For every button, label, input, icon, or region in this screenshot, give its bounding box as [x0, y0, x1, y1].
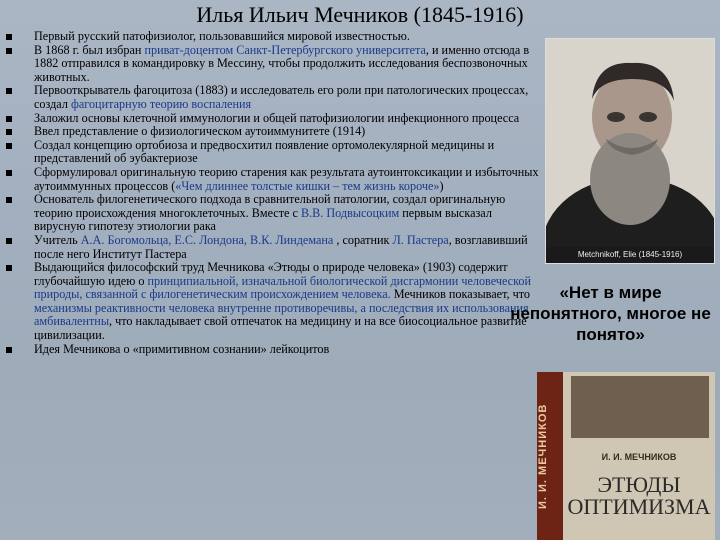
bullet-text: первым высказал вирусную гипотезу этиологии рака [34, 205, 492, 234]
bullet-text: Сформулировал оригинальную теорию старения как результата аутоинтоксикации и избыточных аутоиммунных процессов ( [34, 164, 539, 193]
bullet-text: Заложил основы клеточной иммунологии и общей патофизиологии инфекционного процесса [34, 110, 520, 125]
book-spine: И. И. МЕЧНИКОВ [537, 372, 563, 540]
bullet-text: ) [439, 178, 444, 193]
bullet-item [4, 234, 544, 261]
highlighted-text: «Чем длиннее толстые кишки – тем жизнь короче» [175, 178, 440, 193]
book-title-line-1: ЭТЮДЫ [597, 472, 681, 497]
book-title [563, 474, 715, 518]
bullet-item [4, 125, 544, 139]
bullet-text: Первый русский патофизиолог, пользовавшийся мировой известностью. [34, 29, 410, 43]
highlighted-text: фагоцитарную теорию воспаления [70, 96, 252, 111]
bullet-item [4, 30, 544, 44]
bullet-item [4, 343, 544, 357]
highlighted-text: механизмы реактивности человека внутренне противоречивы, а последствия их использования амбивалентны [34, 300, 529, 329]
highlighted-text: принципиальной, изначальной биологической дисгармонии человеческой природы, связанной с филогенетическим происхождением человека. [34, 273, 531, 302]
bullet-text: , что накладывает свой отпечаток на медицину и на все биосоциальное развитие цивилизации. [34, 314, 527, 343]
bullet-square-icon [6, 48, 12, 54]
bullet-text: Учитель [34, 232, 81, 247]
quote-text: «Нет в мире непонятного, многое не понято» [510, 283, 711, 344]
bullet-square-icon [6, 265, 12, 271]
bullet-square-icon [6, 197, 12, 203]
bullet-text: , и именно отсюда в 1882 отправился в командировку в Мессину, чтобы продолжить исследования беспозвоночных животных. [34, 42, 530, 84]
portrait-caption: Metchnikoff, Elie (1845-1916) [546, 247, 714, 263]
bullet-square-icon [6, 34, 12, 40]
bullet-text: Ввел представление о физиологическом аутоиммунитете (1914) [34, 124, 366, 139]
bullet-item [4, 139, 544, 166]
book-illustration [571, 376, 709, 438]
bullet-item [4, 193, 544, 234]
bullet-text: Первооткрыватель фагоцитоза (1883) и исследователь его роли при патологических процессах, создал [34, 83, 529, 111]
bullet-square-icon [6, 116, 12, 122]
portrait-photo [545, 38, 715, 264]
bullet-text: Мечников показывает, что [390, 287, 530, 302]
book-author: И. И. МЕЧНИКОВ [601, 452, 677, 462]
bullet-square-icon [6, 88, 12, 94]
bullet-text: Идея Мечникова о «примитивном сознании» лейкоцитов [34, 341, 330, 356]
bullet-text: , возглавивший после него Институт Пастера [34, 232, 528, 261]
bullet-text: , соратник [333, 232, 393, 247]
bullet-text: Основатель филогенетического подхода в сравнительной патологии, создал оригинальную теорию происхождения многоклеточных. Вместе с [34, 192, 506, 220]
bullet-item [4, 84, 544, 111]
bullet-list [4, 30, 544, 356]
bullet-text: Создал концепцию ортобиоза и предвосхитил появление ортомолекулярной медицины и представлений об эубактериозе [34, 137, 495, 166]
highlighted-text: Л. Пастера [392, 232, 449, 247]
bullet-square-icon [6, 129, 12, 135]
bullet-item [4, 112, 544, 126]
bullet-item [4, 261, 544, 343]
highlighted-text: приват-доцентом Санкт-Петербургского университета [144, 42, 426, 57]
bullet-item [4, 44, 544, 85]
book-cover [537, 372, 715, 540]
highlighted-text: В.В. Подвысоцким [300, 205, 400, 220]
bullet-text: Выдающийся философский труд Мечникова «Этюды о природе человека» (1903) содержит глубочайшую идею о [34, 260, 508, 288]
bullet-square-icon [6, 347, 12, 353]
bullet-square-icon [6, 238, 12, 244]
book-title-line-2: ОПТИМИЗМА [567, 494, 711, 519]
highlighted-text: А.А. Богомольца, Е.С. Лондона, В.К. Линдемана [80, 232, 334, 247]
slide-title: Илья Ильич Мечников (1845-1916) [196, 2, 524, 27]
bullet-square-icon [6, 170, 12, 176]
book-front [563, 372, 715, 540]
bullet-square-icon [6, 143, 12, 149]
portrait-illustration [546, 39, 714, 247]
bullet-item [4, 166, 544, 193]
bullet-text: В 1868 г. был избран [34, 42, 145, 57]
